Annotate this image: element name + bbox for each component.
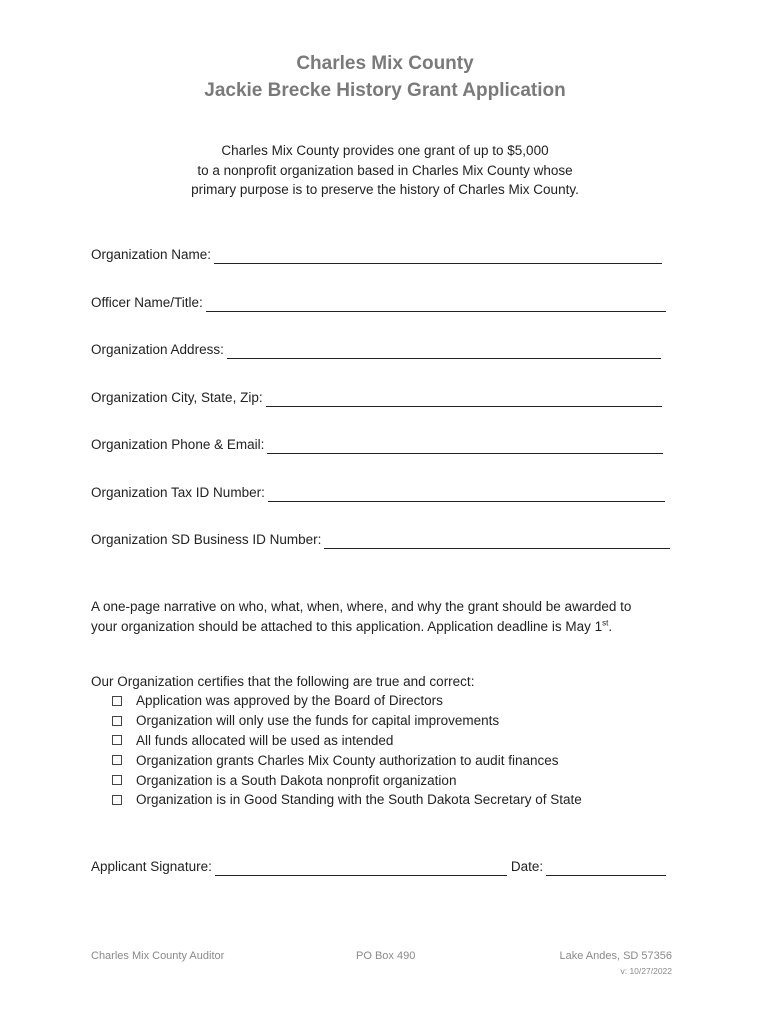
applicant-signature-label: Applicant Signature: [91,859,212,874]
organization-phone-email-line[interactable] [267,439,663,454]
certification-heading: Our Organization certifies that the following are true and correct: [91,674,475,689]
intro-paragraph [0,141,770,200]
organization-sd-business-id-field [91,531,670,549]
checklist-item [112,711,582,731]
checklist-item [112,790,582,810]
checklist-item-label: All funds allocated will be used as intended [136,732,394,748]
narrative-line: A one-page narrative on who, what, when, where, and why the grant should be awarded to [91,599,632,614]
organization-name-label: Organization Name: [91,247,212,262]
officer-name-label: Officer Name/Title: [91,295,203,310]
organization-address-line[interactable] [227,344,661,359]
title-county: Charles Mix County [296,53,474,74]
intro-line: primary purpose is to preserve the history of Charles Mix County. [191,182,579,197]
checkbox-audit-authorization[interactable] [112,755,122,765]
organization-city-field [91,389,662,407]
checklist-item [112,750,582,770]
version-stamp: v: 10/27/2022 [620,966,672,976]
checklist-item [112,770,582,790]
organization-tax-id-field [91,484,665,502]
organization-name-field [91,246,662,264]
date-line[interactable] [546,861,666,876]
organization-tax-id-line[interactable] [268,487,665,502]
checklist-item-label: Organization will only use the funds for capital improvements [136,713,500,729]
organization-sd-business-id-label: Organization SD Business ID Number: [91,532,322,547]
organization-city-label: Organization City, State, Zip: [91,390,263,405]
narrative-paragraph [91,597,691,637]
checklist-item [112,731,582,751]
organization-city-line[interactable] [266,392,662,407]
checkbox-funds-intended[interactable] [112,735,122,745]
officer-name-line[interactable] [206,297,666,312]
title-application: Jackie Brecke History Grant Application [204,80,566,101]
checklist-item-label: Organization is a South Dakota nonprofit organization [136,772,457,788]
checkbox-good-standing[interactable] [112,795,122,805]
footer-address: Lake Andes, SD 57356 [559,950,672,962]
checkbox-capital-improvements[interactable] [112,716,122,726]
organization-phone-email-field [91,436,663,454]
checklist-item-label: Organization is in Good Standing with the South Dakota Secretary of State [136,792,582,808]
organization-sd-business-id-line[interactable] [324,534,670,549]
checklist-item [112,691,582,711]
footer-office: Charles Mix County Auditor [91,950,225,962]
checkbox-board-approval[interactable] [112,696,122,706]
checklist-item-label: Organization grants Charles Mix County authorization to audit finances [136,752,559,768]
organization-phone-email-label: Organization Phone & Email: [91,437,265,452]
certification-checklist [112,691,582,810]
organization-address-label: Organization Address: [91,342,224,357]
narrative-line-end: . [608,619,613,634]
organization-address-field [91,341,661,359]
organization-name-line[interactable] [214,249,662,264]
narrative-line-text: your organization should be attached to this application. Application deadline is May 1 [91,619,603,634]
officer-name-field [91,294,666,312]
organization-tax-id-label: Organization Tax ID Number: [91,485,265,500]
intro-line: Charles Mix County provides one grant of up to $5,000 [221,143,549,158]
checkbox-sd-nonprofit[interactable] [112,775,122,785]
footer-po-box: PO Box 490 [356,950,416,962]
narrative-line [91,617,691,637]
intro-line: to a nonprofit organization based in Charles Mix County whose [197,162,573,178]
signature-row [91,858,666,876]
narrative-ordinal: st [602,618,609,628]
applicant-signature-line[interactable] [215,861,507,876]
checklist-item-label: Application was approved by the Board of Directors [136,693,443,709]
date-label: Date: [510,859,544,874]
